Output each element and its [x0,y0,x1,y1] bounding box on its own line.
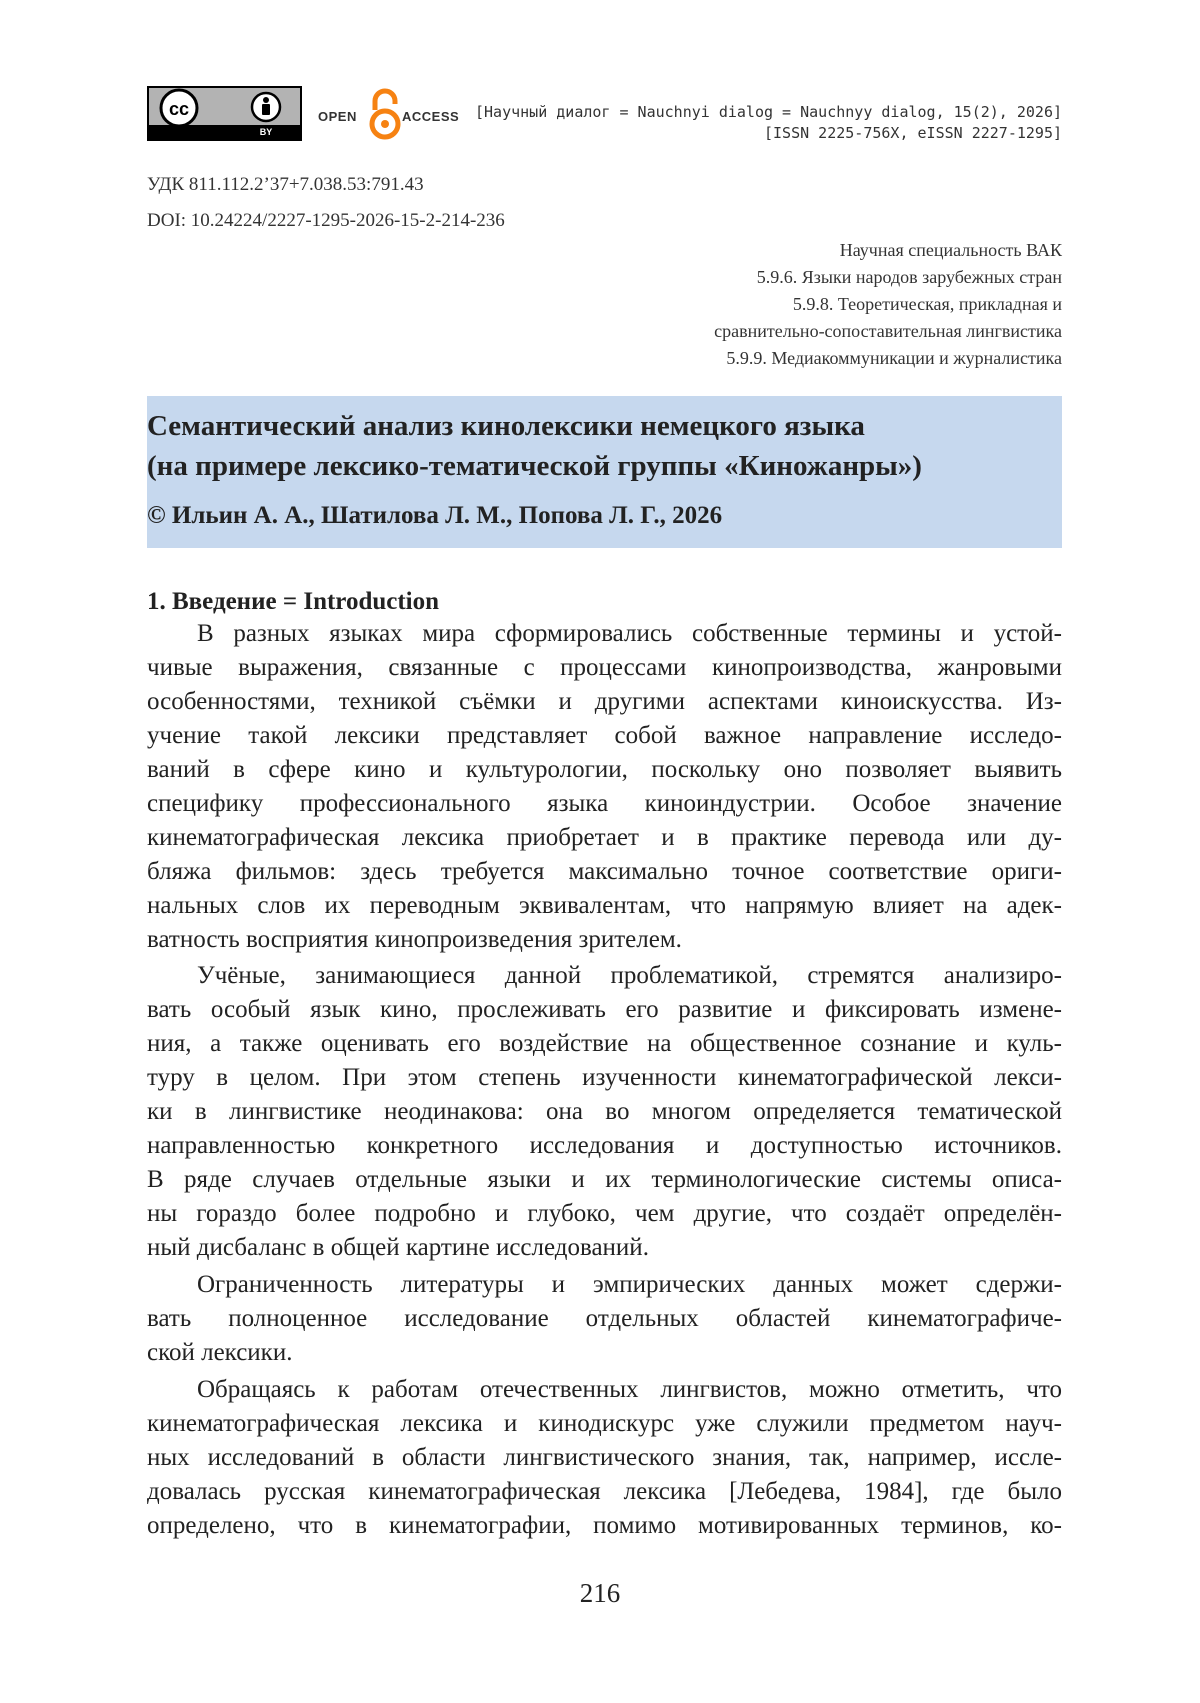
journal-citation: [Научный диалог = Nauchnyi dialog = Nauchnyy dialog, 15(2), 2026] [475,103,1062,121]
journal-issn: [ISSN 2225-756X, eISSN 2227-1295] [763,124,1062,142]
text-line: В ряде случаев отдельные языки и их терминологические системы описа- [147,1166,1062,1193]
title-line: (на примере лексико-тематической группы «Киножанры») [147,450,922,482]
article-authors: © Ильин А. А., Шатилова Л. М., Попова Л. Г., 2026 [147,502,723,529]
text-line: вать полноценное исследование отдельных областей кинематографиче- [147,1305,1062,1332]
specialty-block [714,237,1062,372]
text-line: нальных слов их переводным эквивалентам, что напрямую влияет на адек- [147,892,1062,919]
text-line: ватность восприятия кинопроизведения зрителем. [147,926,682,953]
text-line: кинематографическая лексика приобретает и в практике перевода или ду- [147,824,1062,851]
text-line: кинематографическая лексика и кинодискурс уже служили предметом науч- [147,1410,1062,1437]
svg-text:cc: cc [168,99,190,119]
text-line: туру в целом. При этом степень изученности кинематографической лекси- [147,1064,1062,1091]
open-access-label-right: ACCESS [402,109,460,124]
text-line: ный дисбаланс в общей картине исследований. [147,1234,649,1261]
text-line: вать особый язык кино, прослеживать его развитие и фиксировать измене- [147,996,1062,1023]
text-line: направленностью конкретного исследования и доступностью источников. [147,1132,1062,1159]
udc-code: УДК 811.112.2’37+7.038.53:791.43 [147,174,424,195]
text-line: ской лексики. [147,1339,293,1366]
article-title [147,406,922,486]
page-number: 216 [579,1578,621,1608]
text-line: довалась русская кинематографическая лексика [Лебедева, 1984], где было [147,1478,1062,1505]
article-title-box [147,396,1062,548]
text-line: ных исследований в области лингвистического знания, так, например, иссле- [147,1444,1062,1471]
open-lock-icon [368,88,402,140]
license-by-label: BY [259,127,273,137]
doi: DOI: 10.24224/2227-1295-2026-15-2-214-236 [147,210,505,231]
specialty-item: 5.9.8. Теоретическая, прикладная и [792,294,1062,314]
open-access-logo [318,88,458,140]
specialty-heading: Научная специальность ВАК [839,240,1062,260]
cc-by-license-badge [147,86,302,141]
text-line: В разных языках мира сформировались собственные термины и устой- [197,620,1062,647]
specialty-item: 5.9.6. Языки народов зарубежных стран [756,267,1062,287]
open-access-label-left: OPEN [318,109,357,124]
specialty-item: 5.9.9. Медиакоммуникации и журналистика [726,348,1062,368]
text-line: ны гораздо более подробно и глубоко, чем другие, что создаёт определён- [147,1200,1062,1227]
text-line: ния, а также оценивать его воздействие на общественное сознание и куль- [147,1030,1062,1057]
specialty-item: сравнительно-сопоставительная лингвистика [714,321,1062,341]
section-heading: 1. Введение = Introduction [147,588,440,615]
text-line: специфику профессионального языка киноиндустрии. Особое значение [147,790,1062,817]
text-line: Учёные, занимающиеся данной проблематикой, стремятся анализиро- [197,962,1062,989]
title-line: Семантический анализ кинолексики немецкого языка [147,410,865,442]
text-line: определено, что в кинематографии, помимо мотивированных терминов, ко- [147,1512,1062,1539]
text-line: чивые выражения, связанные с процессами кинопроизводства, жанровыми [147,654,1062,681]
text-line: особенностями, техникой съёмки и другими аспектами киноискусства. Из- [147,688,1062,715]
text-line: Ограниченность литературы и эмпирических данных может сдержи- [197,1271,1062,1298]
text-line: ки в лингвистике неодинакова: она во многом определяется тематической [147,1098,1062,1125]
text-line: ваний в сфере кино и культурологии, поскольку оно позволяет выявить [147,756,1062,783]
text-line: Обращаясь к работам отечественных лингвистов, можно отметить, что [197,1376,1062,1403]
text-line: учение такой лексики представляет собой важное направление исследо- [147,722,1062,749]
text-line: бляжа фильмов: здесь требуется максимально точное соответствие ориги- [147,858,1062,885]
